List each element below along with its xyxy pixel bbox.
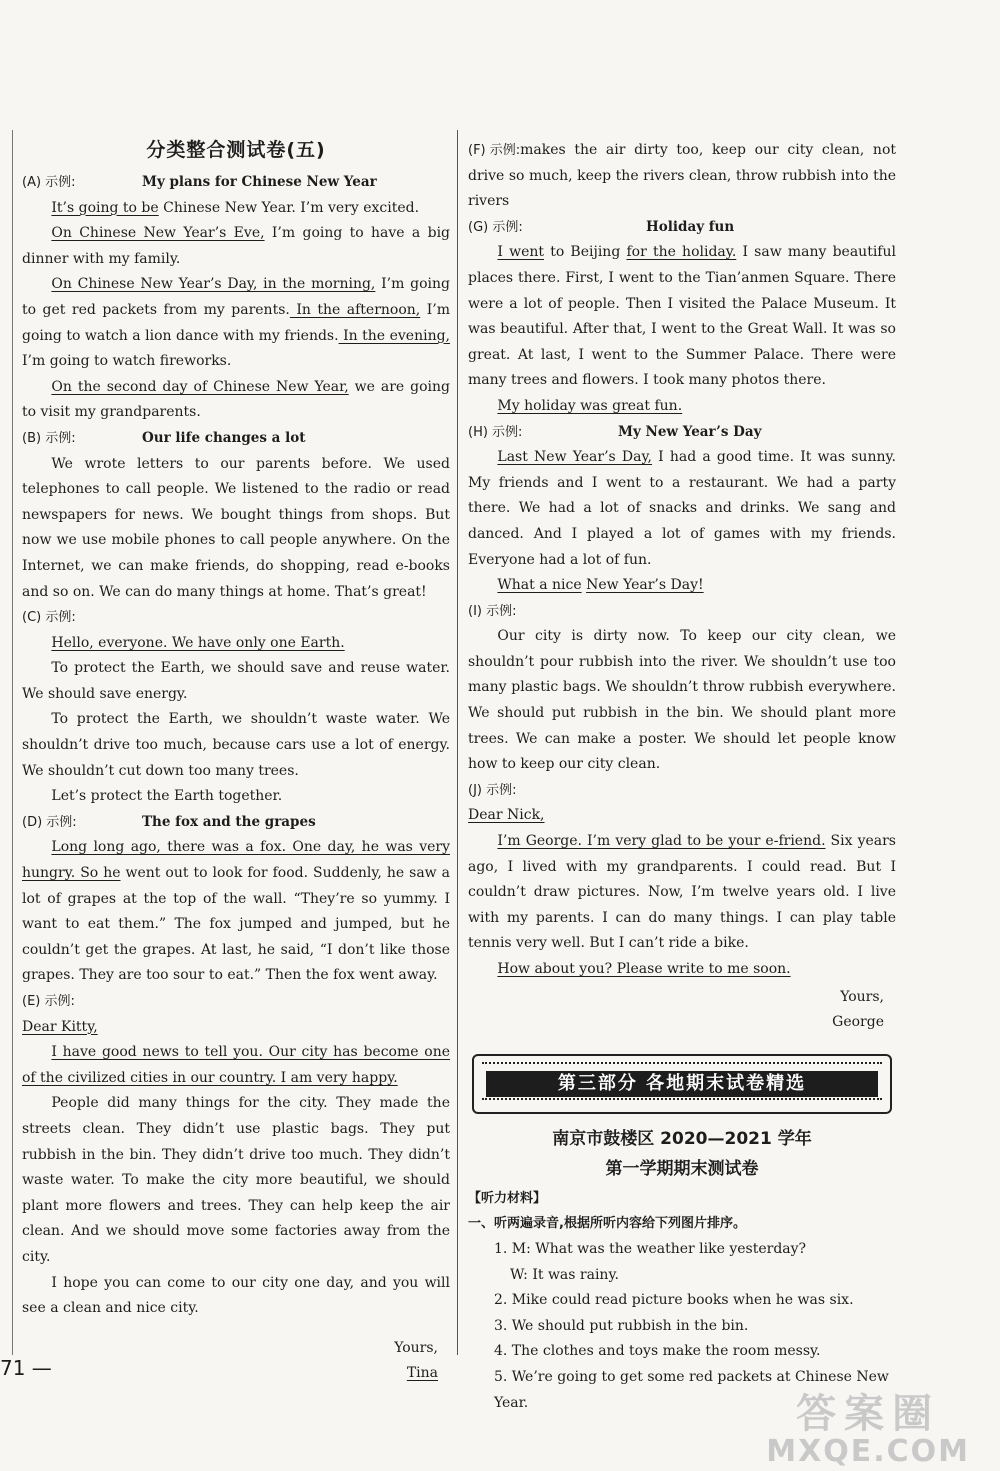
paragraph: People did many things for the city. They made the streets clean. They didn’t use plastic bags. They put rubbish in the bin. They didn’t drive too much. They didn’t waste water. To make the city more beautiful, we should plant more flowers and trees. They can help keep the air clean. And we should move some factories away from the city.: [22, 1095, 450, 1265]
answer-label: (F) 示例:: [468, 143, 521, 158]
left-column: [22, 130, 450, 1387]
answer-e-header: [22, 989, 450, 1015]
right-column: [468, 138, 896, 1416]
paragraph: My holiday was great fun.: [497, 397, 683, 414]
paragraph: Long long ago, there was a fox. One day, he was very hungry. So he went out to look for food. Suddenly, he saw a lot of grapes at the top of the wall. “They’re so yummy. I want to eat them.” The fox jumped and jumped, but he couldn’t get the grapes. At last, he said, “I don’t like those grapes. They are too sour to eat.” Then the fox went away.: [22, 839, 450, 984]
answer-label: (D) 示例:: [22, 814, 77, 830]
banner-ornament: [482, 1098, 882, 1106]
paragraph: On the second day of Chinese New Year, we are going to visit my grandparents.: [22, 378, 450, 421]
essay-title: My New Year’s Day: [618, 423, 762, 440]
letter-greeting: Dear Nick,: [468, 807, 545, 824]
answer-label: (I) 示例:: [468, 603, 517, 619]
paragraph: To protect the Earth, we should save and reuse water. We should save energy.: [22, 660, 450, 702]
exam-subtitle: 第一学期期末测试卷: [605, 1158, 759, 1179]
watermark-logo: 答案圈 MXQE.COM: [766, 1391, 970, 1469]
letter-closing: Yours,: [840, 988, 884, 1005]
paragraph: Let’s protect the Earth together.: [51, 788, 283, 805]
essay-title: The fox and the grapes: [142, 813, 316, 830]
answer-label: (G) 示例:: [468, 219, 523, 235]
letter-signature: Tina: [406, 1365, 438, 1382]
paragraph: To protect the Earth, we shouldn’t waste water. We shouldn’t drive too much, because cars use a lot of energy. We shouldn’t cut down too many trees.: [22, 711, 450, 779]
answer-label: (H) 示例:: [468, 424, 523, 440]
banner-text: 第三部分 各地期末试卷精选: [486, 1071, 878, 1097]
page-number: 71 —: [0, 1356, 52, 1380]
paragraph: Hello, everyone. We have only one Earth.: [51, 634, 345, 651]
letter-greeting: Dear Kitty,: [22, 1018, 98, 1035]
exam-title: 南京市鼓楼区 2020—2021 学年: [552, 1128, 812, 1149]
letter-closing: Yours,: [394, 1339, 438, 1356]
paragraph: How about you? Please write to me soon.: [497, 961, 791, 977]
listening-label: 【听力材料】: [468, 1190, 547, 1206]
list-item: W: It was rainy.: [510, 1266, 619, 1283]
banner-ornament: [482, 1062, 882, 1070]
answer-a-header: [22, 170, 450, 196]
paragraph: What a nice New Year’s Day!: [497, 577, 704, 594]
paragraph: I went to Beijing for the holiday. I saw many beautiful places there. First, I went to the Tian’anmen Square. There were a lot of people. Then I visited the Palace Museum. It was beautiful. After that, I went to the Great Wall. It was so great. At last, I went to the Summer Palace. There were many trees and flowers. I took many photos there.: [468, 244, 896, 389]
paragraph: On Chinese New Year’s Day, in the morning, I’m going to get red packets from my parents. In the afternoon, I’m going to watch a lion dance with my friends. In the evening, I’m going to watch fireworks.: [22, 276, 450, 370]
answer-h-header: [468, 420, 896, 446]
paragraph: On Chinese New Year’s Eve, I’m going to have a big dinner with my family.: [22, 225, 451, 267]
letter-signature: George: [832, 1014, 884, 1031]
section-title: 分类整合测试卷(五): [146, 139, 326, 161]
paragraph: We wrote letters to our parents before. We used telephones to call people. We listened to the radio or read newspapers for news. We bought things from shops. But now we use mobile phones to call people anywhere. On the Internet, we can make friends, do shopping, read e-books and so on. We can do many things at home. That’s great!: [22, 455, 450, 600]
list-item: 3. We should put rubbish in the bin.: [494, 1317, 749, 1334]
essay-title: Our life changes a lot: [142, 429, 306, 446]
answer-g-header: [468, 215, 896, 241]
paragraph: I’m George. I’m very glad to be your e-friend. Six years ago, I lived with my grandparents. I could read. But I couldn’t draw pictures. Now, I’m twelve years old. I live with my parents. I can do many things. I can play table tennis very well. But I can’t ride a bike.: [468, 833, 896, 952]
answer-d-header: [22, 810, 450, 836]
answer-label: (E) 示例:: [22, 994, 75, 1009]
paragraph: Our city is dirty now. To keep our city clean, we shouldn’t pour rubbish into the river. We shouldn’t use too many plastic bags. We shouldn’t throw rubbish everywhere. We should put rubbish in the bin. We should plant more trees. We can make a poster. We should let people know how to keep our city clean.: [468, 628, 896, 773]
answer-label: (B) 示例:: [22, 430, 76, 446]
left-margin-rule: [12, 130, 13, 1355]
part-three-banner: [472, 1054, 892, 1114]
list-item: 5. We’re going to get some red packets at Chinese New Year.: [494, 1368, 889, 1411]
paragraph: I have good news to tell you. Our city has become one of the civilized cities in our country. I am very happy.: [22, 1044, 450, 1086]
list-item: 2. Mike could read picture books when he was six.: [494, 1292, 854, 1309]
section-instruction: 一、听两遍录音,根据所听内容给下列图片排序。: [468, 1216, 746, 1232]
answer-b-header: [22, 426, 450, 452]
paragraph: It’s going to be Chinese New Year. I’m very excited.: [51, 199, 420, 216]
answer-f: (F) 示例:makes the air dirty too, keep our city clean, not drive so much, keep the rivers clean, throw rubbish into the rivers: [468, 138, 896, 215]
answer-label: (A) 示例:: [22, 175, 76, 190]
answer-i-header: [468, 599, 896, 625]
list-item: 1. M: What was the weather like yesterday?: [494, 1240, 807, 1257]
essay-title: My plans for Chinese New Year: [142, 174, 377, 190]
list-item: 4. The clothes and toys make the room messy.: [494, 1343, 821, 1360]
answer-c-header: [22, 605, 450, 631]
paragraph: Last New Year’s Day, I had a good time. It was sunny. My friends and I went to a restaurant. We had a party there. We had a lot of snacks and drinks. We sang and danced. And I played a lot of games with my friends. Everyone had a lot of fun.: [468, 449, 896, 568]
column-divider: [457, 130, 458, 1355]
essay-title: Holiday fun: [646, 218, 735, 235]
answer-label: (J) 示例:: [468, 782, 517, 798]
answer-label: (C) 示例:: [22, 610, 76, 626]
answer-j-header: [468, 778, 896, 804]
paragraph: I hope you can come to our city one day, and you will see a clean and nice city.: [22, 1274, 450, 1317]
